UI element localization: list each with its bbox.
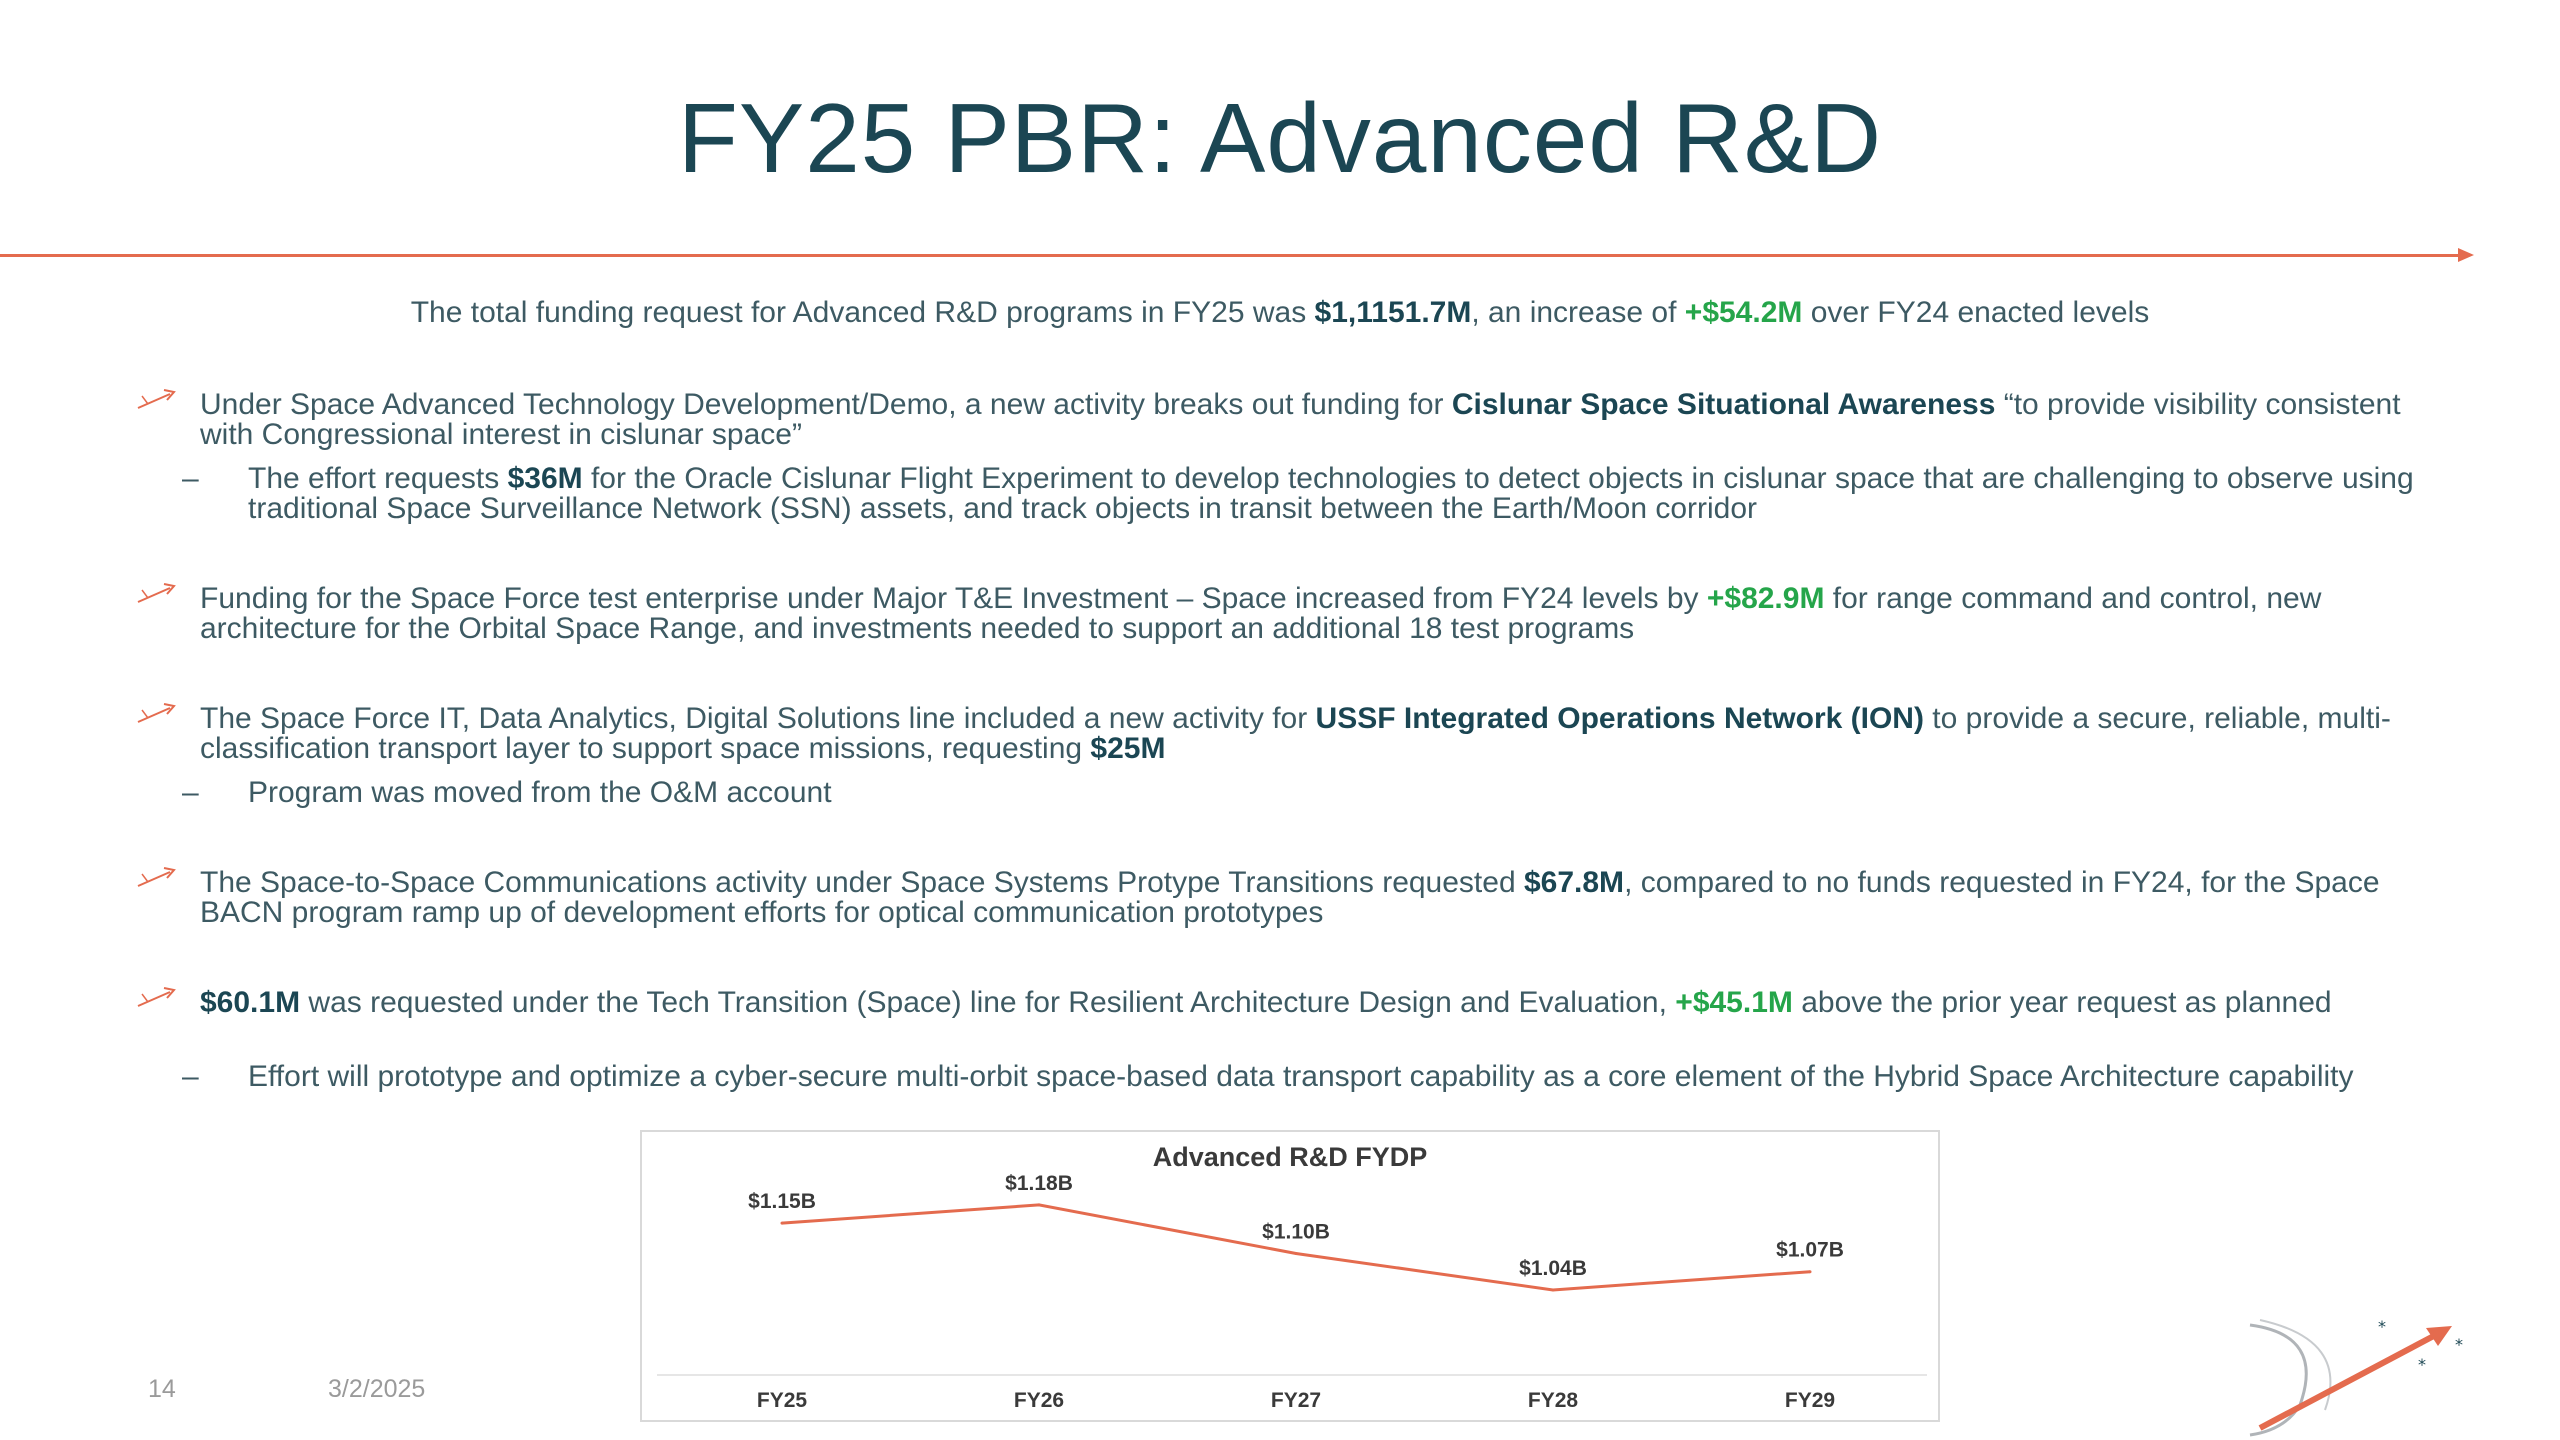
bullet-highlight: $67.8M [1523,866,1625,899]
chart-title: Advanced R&D FYDP [1152,1142,1428,1172]
data-label: $1.07B [1776,1238,1844,1262]
sub-bullet-text: for the Oracle Cislunar Flight Experiment to develop technologies to detect objects in cislunar space that are challenging to observe using traditional Space Surveillance Network (SSN) assets, and track objects in transit between the Earth/Moon corridor [248,462,2414,525]
data-point [1295,1252,1298,1255]
data-point [1809,1270,1812,1273]
series-line [782,1205,1810,1290]
bullet-text: was requested under the Tech Transition (Space) line for Resilient Architecture Design and Evaluation, [300,986,1676,1019]
page-title: FY25 PBR: Advanced R&D [677,83,1883,193]
sub-bullet-oracle [182,462,2460,525]
x-tick-label: FY25 [756,1389,808,1412]
bullet-tech-transition [200,988,2460,1018]
divider-arrowhead [2458,248,2474,262]
bullet-text: The Space Force IT, Data Analytics, Digital Solutions line included a new activity for [200,702,1316,735]
bullet-increase: +$45.1M [1675,986,1793,1019]
sub-bullet-hybrid-space [182,1060,2460,1093]
x-tick-label: FY28 [1527,1389,1579,1412]
arrow-bullet-icon [136,702,176,724]
fydp-chart [640,1130,1940,1422]
arrow-bullet-icon [136,388,176,410]
arrow-bullet-icon [136,986,176,1008]
arrow-bullet-icon [136,866,176,888]
summary-text: over FY24 enacted levels [1802,296,2150,329]
chart-plot [642,1132,1938,1420]
bullet-cislunar-ssa [200,390,2460,450]
summary-increase: +$54.2M [1684,296,1803,329]
data-point [1552,1288,1555,1291]
dash-marker: – [182,776,199,809]
summary-amount: $1,1151.7M [1314,296,1472,329]
summary-line [0,296,2560,330]
data-point [781,1222,784,1225]
slide-date: 3/2/2025 [328,1375,426,1403]
bullet-text: Funding for the Space Force test enterprise under Major T&E Investment – Space increased from FY24 levels by [200,582,1707,615]
summary-text: , an increase of [1471,296,1685,329]
bullet-text: for range command and control, new architecture for the Orbital Space Range, and investments needed to support an additional 18 test programs [200,582,2322,645]
svg-text:*: * [2378,1317,2386,1336]
bullet-ussf-ion [200,704,2460,764]
space-force-logo [2230,1310,2470,1440]
svg-text:*: * [2418,1355,2426,1374]
bullet-amount: $25M [1090,732,1166,765]
bullet-test-enterprise [200,584,2460,644]
slide-number: 14 [148,1375,176,1403]
dash-marker: – [182,1060,199,1093]
data-label: $1.18B [1005,1171,1073,1195]
bullet-text: Under Space Advanced Technology Development/Demo, a new activity breaks out funding for [200,388,1452,421]
bullet-text: The Space-to-Space Communications activity under Space Systems Protype Transitions requested [200,866,1524,899]
x-tick-label: FY29 [1784,1389,1836,1412]
bullet-text: “to provide visibility consistent with Congressional interest in cislunar space” [200,388,2401,451]
bullet-space-to-space [200,868,2460,928]
sub-bullet-text: Effort will prototype and optimize a cyber-secure multi-orbit space-based data transport capability as a core element of the Hybrid Space Architecture capability [248,1060,2354,1093]
summary-text: The total funding request for Advanced R&D programs in FY25 was [410,296,1315,329]
title-divider [0,254,2460,257]
sub-bullet-text: Program was moved from the O&M account [248,776,832,809]
sub-bullet-om-account [182,776,2460,809]
arrow-bullet-icon [136,582,176,604]
data-label: $1.10B [1262,1220,1330,1244]
data-point [1038,1203,1041,1206]
svg-text:*: * [2455,1335,2463,1354]
sub-bullet-highlight: $36M [507,462,583,495]
data-label: $1.15B [748,1190,816,1214]
bullet-text: above the prior year request as planned [1792,986,2332,1019]
bullet-increase: +$82.9M [1706,582,1825,615]
bullet-highlight: USSF Integrated Operations Network (ION) [1315,702,1924,735]
dash-marker: – [182,462,199,495]
bullet-text: to provide a secure, reliable, multi-classification transport layer to support space missions, requesting [200,702,2391,765]
bullet-highlight: Cislunar Space Situational Awareness [1451,388,1996,421]
x-tick-label: FY27 [1270,1389,1322,1412]
data-label: $1.04B [1519,1256,1587,1280]
bullet-highlight: $60.1M [200,986,301,1019]
x-tick-label: FY26 [1013,1389,1065,1412]
bullet-text: , compared to no funds requested in FY24, for the Space BACN program ramp up of development efforts for optical communication prototypes [200,866,2380,929]
sub-bullet-text: The effort requests [248,462,508,495]
